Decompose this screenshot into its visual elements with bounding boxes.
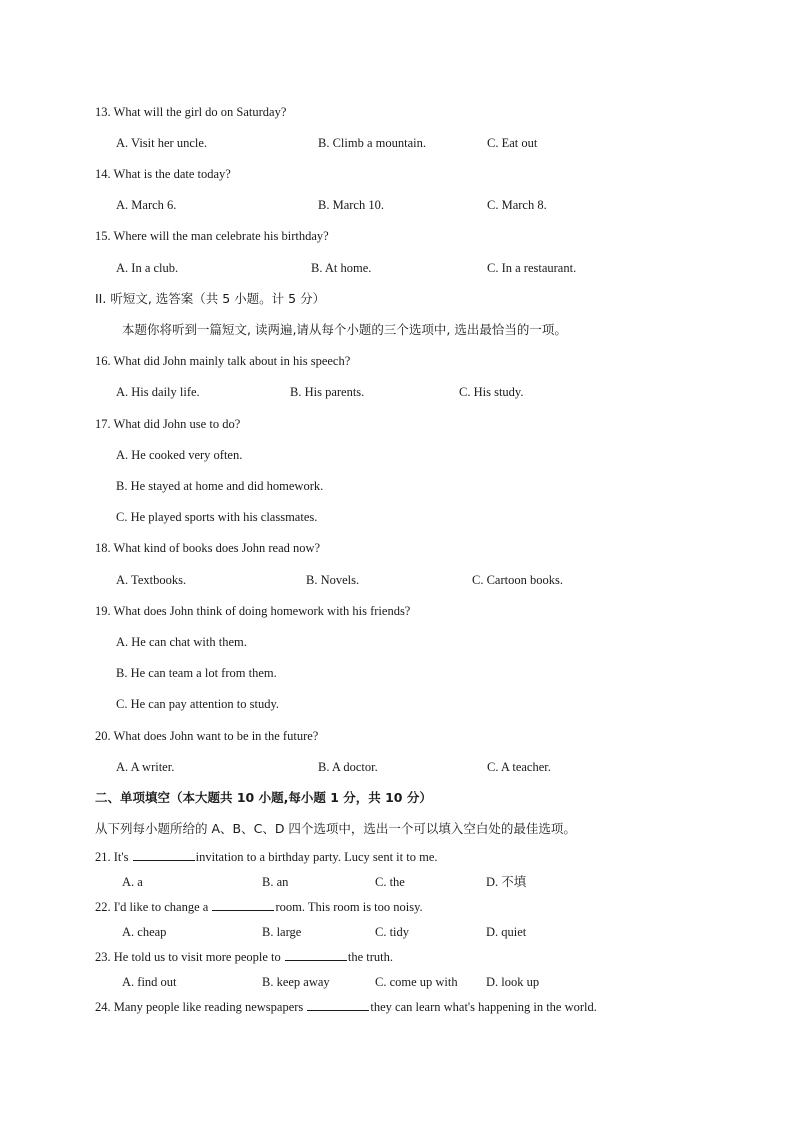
q14-option-a: A. March 6.: [116, 198, 177, 212]
question-24-stem: [95, 999, 597, 1015]
q22-option-b: B. large: [262, 925, 302, 939]
q21-stem-pre: 21. It's: [95, 850, 132, 864]
question-18-stem: 18. What kind of books does John read now?: [95, 541, 321, 555]
part-two-instruction: 从下列每小题所给的 A、B、C、D 四个选项中，选出一个可以填入空白处的最佳选项。: [95, 821, 576, 836]
q16-option-a: A. His daily life.: [116, 385, 200, 399]
question-15-stem: 15. Where will the man celebrate his birthday?: [95, 229, 329, 243]
q15-option-c: C. In a restaurant.: [487, 261, 577, 275]
q15-option-a: A. In a club.: [116, 261, 179, 275]
q22-option-c: C. tidy: [375, 925, 410, 939]
part-two-title: 二、单项填空（本大题共 10 小题,每小题 1 分，共 10 分）: [95, 790, 432, 805]
q24-stem-pre: 24. Many people like reading newspapers: [95, 1000, 307, 1014]
q18-option-b: B. Novels.: [306, 573, 360, 587]
q17-option-b: B. He stayed at home and did homework.: [116, 479, 324, 493]
q16-option-c: C. His study.: [459, 385, 524, 399]
q20-option-a: A. A writer.: [116, 760, 175, 774]
q17-option-a: A. He cooked very often.: [116, 448, 243, 462]
question-20-stem: 20. What does John want to be in the future?: [95, 729, 319, 743]
q23-option-b: B. keep away: [262, 975, 330, 989]
q24-stem-post: they can learn what's happening in the world.: [370, 1000, 597, 1014]
question-17-stem: 17. What did John use to do?: [95, 417, 241, 431]
q21-blank: [133, 849, 195, 861]
q21-option-a: A. a: [122, 875, 143, 889]
q15-option-b: B. At home.: [311, 261, 372, 275]
q14-option-c: C. March 8.: [487, 198, 547, 212]
q20-option-b: B. A doctor.: [318, 760, 378, 774]
section-ii-instruction: 本题你将听到一篇短文, 读两遍,请从每个小题的三个选项中, 选出最恰当的一项。: [122, 322, 567, 337]
question-16-stem: 16. What did John mainly talk about in his speech?: [95, 354, 351, 368]
q21-option-c: C. the: [375, 875, 405, 889]
q21-option-b: B. an: [262, 875, 289, 889]
q21-stem-post: invitation to a birthday party. Lucy sent it to me.: [195, 850, 438, 864]
q19-option-b: B. He can team a lot from them.: [116, 666, 277, 680]
section-ii-title: II. 听短文, 选答案（共 5 小题。计 5 分）: [95, 291, 326, 306]
question-14-stem: 14. What is the date today?: [95, 167, 231, 181]
q13-option-c: C. Eat out: [487, 136, 538, 150]
q23-stem-post: the truth.: [347, 950, 394, 964]
question-19-stem: 19. What does John think of doing homework with his friends?: [95, 604, 411, 618]
q14-option-b: B. March 10.: [318, 198, 384, 212]
q18-option-a: A. Textbooks.: [116, 573, 187, 587]
q17-option-c: C. He played sports with his classmates.: [116, 510, 318, 524]
q20-option-c: C. A teacher.: [487, 760, 551, 774]
q23-option-d: D. look up: [486, 975, 540, 989]
q23-option-c: C. come up with: [375, 975, 458, 989]
q23-stem-pre: 23. He told us to visit more people to: [95, 950, 284, 964]
question-13-stem: 13. What will the girl do on Saturday?: [95, 105, 287, 119]
q13-option-a: A. Visit her uncle.: [116, 136, 208, 150]
q22-stem-pre: 22. I'd like to change a: [95, 900, 212, 914]
q23-blank: [285, 949, 347, 961]
question-21-stem: [95, 849, 438, 865]
q22-stem-post: room. This room is too noisy.: [275, 900, 423, 914]
q22-option-d: D. quiet: [486, 925, 527, 939]
q19-option-c: C. He can pay attention to study.: [116, 697, 280, 711]
q24-blank: [307, 999, 369, 1011]
q22-option-a: A. cheap: [122, 925, 167, 939]
q23-option-a: A. find out: [122, 975, 177, 989]
q22-blank: [212, 899, 274, 911]
q13-option-b: B. Climb a mountain.: [318, 136, 426, 150]
question-23-stem: [95, 949, 393, 965]
question-22-stem: [95, 899, 423, 915]
q18-option-c: C. Cartoon books.: [472, 573, 563, 587]
q21-option-d: D. 不填: [486, 875, 527, 889]
q16-option-b: B. His parents.: [290, 385, 365, 399]
q19-option-a: A. He can chat with them.: [116, 635, 247, 649]
